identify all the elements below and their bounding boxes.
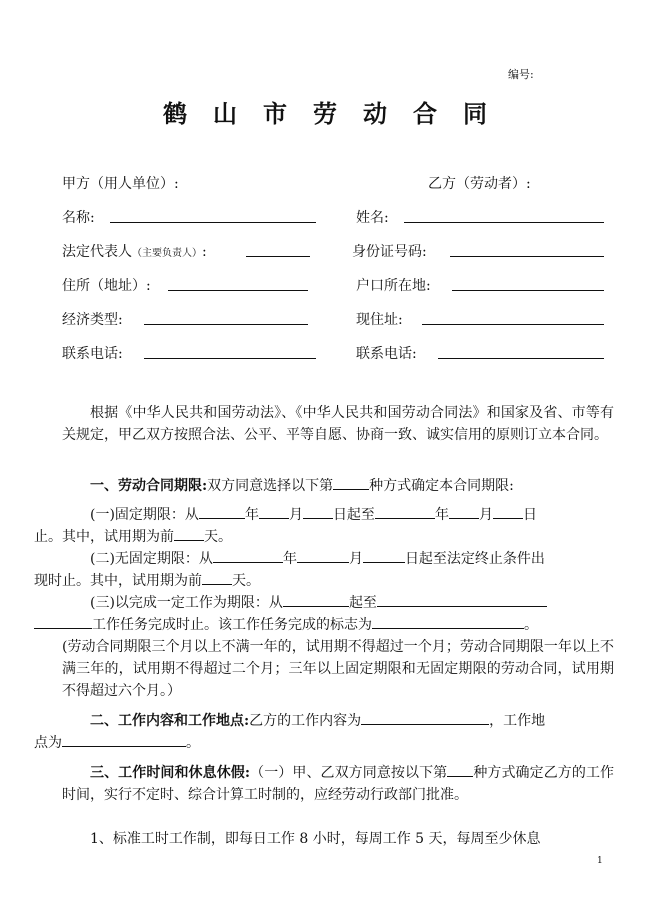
party-b-id-field[interactable] (450, 256, 604, 257)
section1-intro-text-a: 双方同意选择以下第 (207, 478, 334, 494)
day-from-label: 日起至 (332, 507, 375, 523)
work-location-field[interactable] (62, 734, 186, 747)
open-term-text: (二)无固定期限：从 (90, 551, 213, 567)
fixed-probation-text: 止。其中，试用期为前 (34, 529, 174, 545)
section2-text-b: ，工作地 (489, 713, 546, 729)
task-term-text-c: 工作任务完成时止。该工作任务完成的标志为 (92, 617, 372, 633)
period-label: 。 (524, 617, 538, 633)
party-a-name-field[interactable] (110, 222, 316, 223)
section3-text-a: （一）甲、乙双方同意按以下第 (250, 765, 448, 781)
open-probation-days[interactable] (202, 572, 232, 585)
econ-type-label: 经济类型: (62, 312, 123, 328)
open-start-year[interactable] (213, 550, 283, 563)
party-b-name-field[interactable] (404, 222, 604, 223)
party-a-heading: 甲方（用人单位）: (62, 176, 179, 192)
party-a-address-field[interactable] (168, 290, 308, 291)
party-b-phone-label: 联系电话: (356, 346, 417, 362)
section3-item1: 1、标准工时工作制，即每日工作 8 小时，每周工作 5 天，每周至少休息 (90, 831, 541, 847)
party-b-id-label: 身份证号码: (352, 244, 427, 260)
party-b-hukou-field[interactable] (452, 290, 604, 291)
document-title: 鹤山市劳动合同 (163, 99, 513, 128)
legal-rep-field[interactable] (246, 256, 310, 257)
fixed-start-year[interactable] (199, 506, 245, 519)
party-b-heading: 乙方（劳动者）: (428, 176, 531, 192)
task-name-field[interactable] (34, 616, 92, 629)
section2-text-a: 乙方的工作内容为 (249, 713, 362, 729)
econ-type-field[interactable] (144, 324, 308, 325)
year-label: 年 (434, 507, 449, 523)
section2-heading: 二、工作内容和工作地点: (90, 713, 250, 729)
probation-note: (劳动合同期限三个月以上不满一年的，试用期不得超过一个月；劳动合同期限一年以上不满三年的，试用期不得超过二个月；三年以上固定期限和无固定期限的劳动合同，试用期不得超过六个月。） (62, 639, 614, 699)
fixed-end-year[interactable] (375, 506, 435, 519)
open-probation-text: 现时止。其中，试用期为前 (34, 573, 202, 589)
party-b-current-address-field[interactable] (422, 324, 604, 325)
year-label: 年 (282, 551, 297, 567)
section3-clause (62, 762, 614, 806)
days-label: 天。 (204, 529, 232, 545)
section3-heading: 三、工作时间和休息休假: (90, 765, 251, 781)
job-content-field[interactable] (361, 712, 489, 725)
days-label: 天。 (232, 573, 260, 589)
fixed-end-day[interactable] (493, 506, 523, 519)
party-a-phone-label: 联系电话: (62, 346, 123, 362)
serial-number-label: 编号: (508, 68, 534, 81)
task-start-field[interactable] (283, 594, 349, 607)
party-a-phone-field[interactable] (144, 358, 316, 359)
fixed-start-day[interactable] (303, 506, 333, 519)
section2-text-c: 点为 (34, 735, 62, 751)
section1-heading: 一、劳动合同期限: (90, 478, 208, 494)
day-end-label: 日 (522, 507, 537, 523)
open-term-clause (34, 548, 614, 592)
preamble-paragraph: 根据《中华人民共和国劳动法》、《中华人民共和国劳动合同法》和国家及省、市等有关规定，甲乙双方按照合法、公平、平等自愿、协商一致、诚实信用的原则订立本合同。 (62, 405, 614, 443)
section1-intro (62, 475, 614, 497)
party-b-current-address-label: 现住址: (356, 312, 403, 328)
task-term-clause (62, 592, 614, 636)
month-label: 月 (348, 551, 363, 567)
fixed-term-clause (34, 504, 614, 548)
legal-rep-label-text: 法定代表人 (62, 244, 132, 260)
open-start-month[interactable] (297, 550, 349, 563)
section2-clause (34, 710, 614, 754)
section1-intro-text-b: 种方式确定本合同期限: (369, 478, 514, 494)
month-label: 月 (478, 507, 493, 523)
legal-rep-label (62, 241, 207, 261)
work-hours-option-field[interactable] (447, 764, 473, 777)
section3-text-b: 种方式确定乙方的工作时间，实行不定时、综合计算工时制的，应经劳动行政部门批准。 (62, 765, 615, 803)
open-term-text-b: 日起至法定终止条件出 (404, 551, 545, 567)
period-label: 。 (186, 735, 200, 751)
task-term-text-b: 起至 (348, 595, 377, 611)
task-end-field[interactable] (377, 594, 547, 607)
party-a-name-label: 名称: (62, 210, 95, 226)
term-option-field[interactable] (333, 477, 369, 490)
party-b-hukou-label: 户口所在地: (356, 278, 431, 294)
fixed-term-text: (一)固定期限：从 (90, 507, 199, 523)
party-b-phone-field[interactable] (438, 358, 604, 359)
fixed-end-month[interactable] (449, 506, 479, 519)
task-completion-field[interactable] (372, 616, 524, 629)
party-a-address-label: 住所（地址）: (62, 278, 151, 294)
page-number: 1 (597, 856, 603, 866)
open-start-day[interactable] (363, 550, 405, 563)
fixed-start-month[interactable] (259, 506, 289, 519)
year-label: 年 (244, 507, 259, 523)
legal-rep-note: （主要负责人） (132, 248, 202, 259)
party-b-name-label: 姓名: (356, 210, 389, 226)
fixed-probation-days[interactable] (174, 528, 204, 541)
month-label: 月 (288, 507, 303, 523)
legal-rep-colon: : (202, 244, 207, 260)
task-term-text: (三)以完成一定工作为期限：从 (90, 595, 283, 611)
